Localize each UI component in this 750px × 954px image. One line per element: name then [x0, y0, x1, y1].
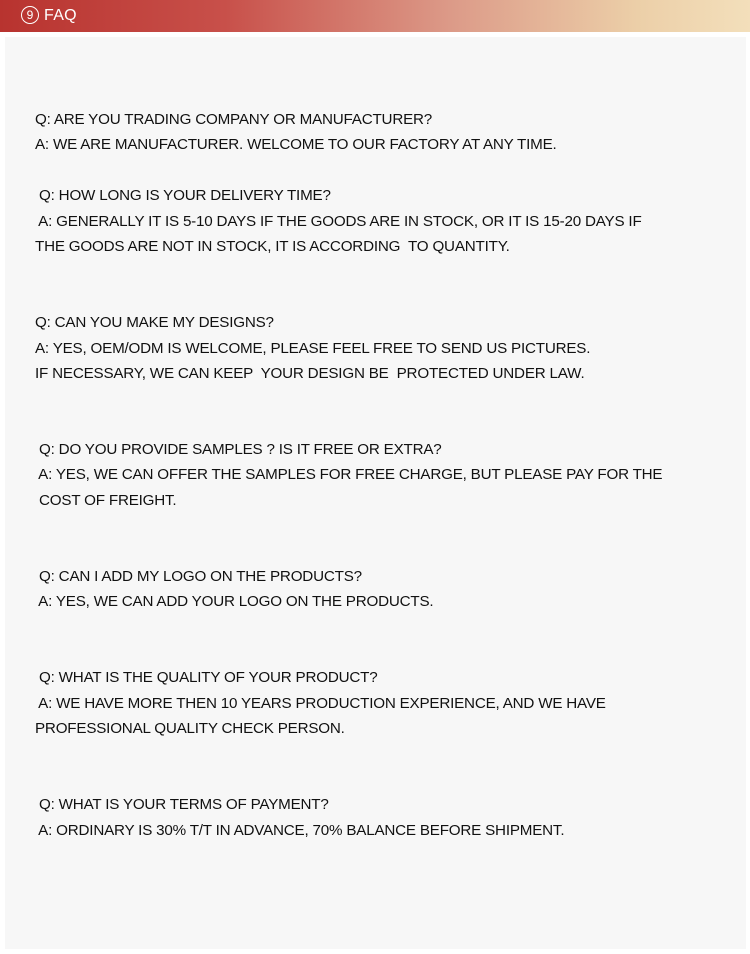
faq-answer-manufacturer: A: WE ARE MANUFACTURER. WELCOME TO OUR FACTORY AT ANY TIME. [35, 136, 557, 153]
faq-answer-delivery-time-cont: THE GOODS ARE NOT IN STOCK, IT IS ACCORDING TO QUANTITY. [35, 238, 510, 255]
faq-question-samples: Q: DO YOU PROVIDE SAMPLES ? IS IT FREE OR EXTRA? [35, 441, 442, 458]
faq-answer-quality-cont: PROFESSIONAL QUALITY CHECK PERSON. [35, 720, 345, 737]
faq-answer-designs-cont: IF NECESSARY, WE CAN KEEP YOUR DESIGN BE PROTECTED UNDER LAW. [35, 365, 585, 382]
faq-question-delivery-time: Q: HOW LONG IS YOUR DELIVERY TIME? [35, 187, 331, 204]
faq-answer-quality: A: WE HAVE MORE THEN 10 YEARS PRODUCTION EXPERIENCE, AND WE HAVE [35, 695, 606, 712]
faq-header-bar [0, 0, 750, 32]
faq-answer-payment: A: ORDINARY IS 30% T/T IN ADVANCE, 70% BALANCE BEFORE SHIPMENT. [35, 822, 565, 839]
faq-answer-designs: A: YES, OEM/ODM IS WELCOME, PLEASE FEEL FREE TO SEND US PICTURES. [35, 340, 591, 357]
faq-question-logo: Q: CAN I ADD MY LOGO ON THE PRODUCTS? [35, 568, 362, 585]
faq-answer-delivery-time: A: GENERALLY IT IS 5-10 DAYS IF THE GOODS ARE IN STOCK, OR IT IS 15-20 DAYS IF [35, 213, 642, 230]
section-title: FAQ [44, 7, 77, 24]
faq-answer-samples: A: YES, WE CAN OFFER THE SAMPLES FOR FREE CHARGE, BUT PLEASE PAY FOR THE [35, 466, 663, 483]
faq-answer-samples-cont: COST OF FREIGHT. [35, 492, 177, 509]
faq-question-trading-company: Q: ARE YOU TRADING COMPANY OR MANUFACTURER? [35, 111, 433, 128]
section-number-badge: 9 [21, 6, 39, 24]
faq-question-designs: Q: CAN YOU MAKE MY DESIGNS? [35, 314, 274, 331]
faq-question-payment: Q: WHAT IS YOUR TERMS OF PAYMENT? [35, 796, 329, 813]
faq-question-quality: Q: WHAT IS THE QUALITY OF YOUR PRODUCT? [35, 669, 378, 686]
faq-answer-logo: A: YES, WE CAN ADD YOUR LOGO ON THE PRODUCTS. [35, 593, 434, 610]
